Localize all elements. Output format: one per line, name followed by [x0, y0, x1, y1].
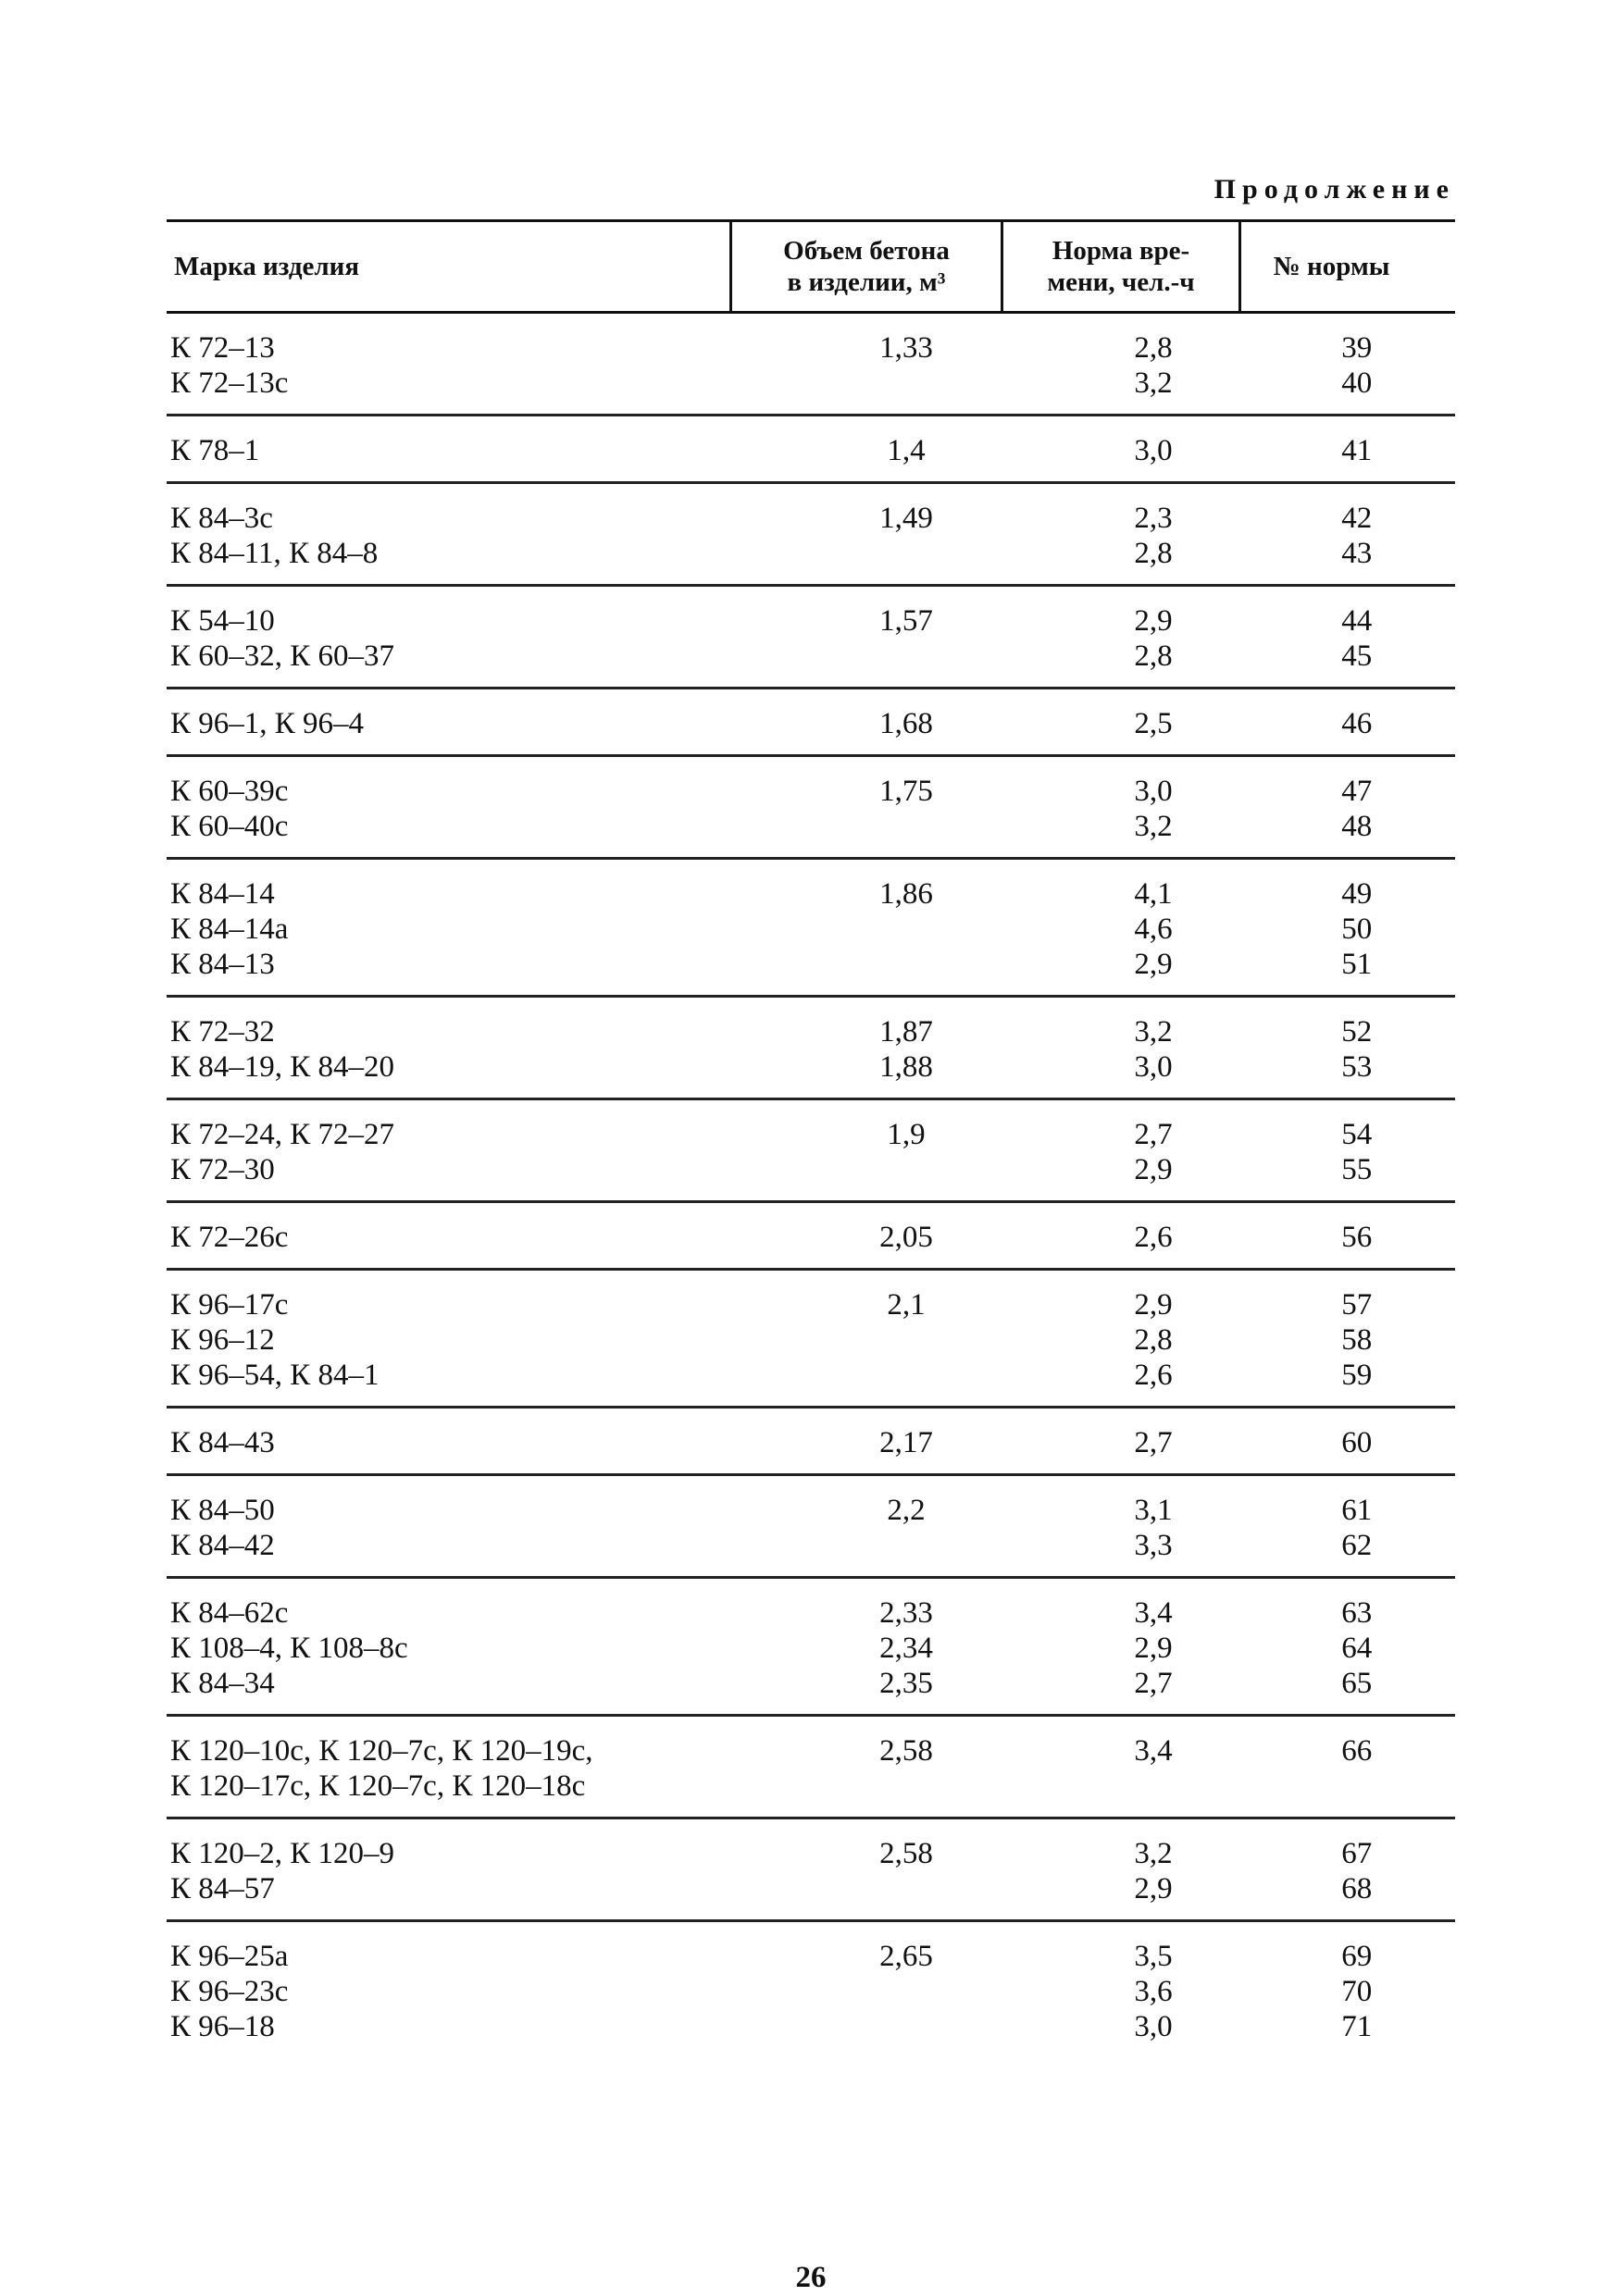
norm-number: 45: [1341, 639, 1373, 673]
table-row: [167, 1578, 1455, 1716]
mark-line: К 84–42: [170, 1529, 275, 1562]
table-row: [167, 997, 1455, 1099]
norm-cell: [1002, 756, 1240, 859]
norm-value: 3,1: [1134, 1494, 1173, 1527]
norm-number: 43: [1341, 537, 1373, 570]
norm-number: 63: [1341, 1596, 1373, 1630]
mark-cell: [167, 1818, 731, 1921]
volume-cell: [731, 1716, 1002, 1818]
mark-line: К 96–18: [170, 2010, 275, 2043]
mark-cell: [167, 586, 731, 689]
volume-value: 1,88: [879, 1050, 933, 1084]
volume-value: 1,9: [887, 1118, 926, 1151]
mark-cell: [167, 1408, 731, 1475]
norm-value: 3,2: [1134, 1015, 1173, 1049]
volume-cell: [731, 1578, 1002, 1716]
number-cell: [1240, 997, 1456, 1099]
mark-line: К 84–14а: [170, 912, 289, 946]
mark-line: К 96–12: [170, 1323, 275, 1357]
norm-value: 2,9: [1134, 1153, 1173, 1186]
table-row: [167, 1270, 1455, 1408]
mark-cell: [167, 997, 731, 1099]
table-row: [167, 1921, 1455, 2058]
norm-number: 65: [1341, 1667, 1373, 1700]
norm-number: 69: [1341, 1940, 1373, 1973]
number-cell: [1240, 1475, 1456, 1578]
mark-line: К 96–25а: [170, 1940, 289, 1973]
norm-value: 2,6: [1134, 1221, 1173, 1254]
number-cell: [1240, 1099, 1456, 1202]
mark-line: К 72–13с: [170, 366, 289, 400]
table-row: [167, 1099, 1455, 1202]
number-cell: [1240, 1408, 1456, 1475]
volume-cell: [731, 586, 1002, 689]
volume-value: [811, 809, 1002, 844]
norm-number: 46: [1341, 707, 1373, 740]
mark-line: К 84–3с: [170, 502, 273, 535]
volume-value: [811, 1528, 1002, 1563]
norm-value: 3,6: [1134, 1975, 1173, 2008]
norm-number: 49: [1341, 877, 1373, 911]
number-cell: [1240, 1202, 1456, 1270]
mark-line: К 54–10: [170, 604, 275, 638]
norm-value: 2,9: [1134, 948, 1173, 981]
norm-value: 2,9: [1134, 604, 1173, 638]
header-volume-line1: Объем бетона: [783, 236, 950, 266]
volume-value: 2,58: [879, 1837, 933, 1870]
norm-cell: [1002, 1475, 1240, 1578]
volume-value: 2,33: [879, 1596, 933, 1630]
norm-number: 59: [1341, 1359, 1373, 1392]
table-row: [167, 689, 1455, 756]
number-cell: [1240, 1818, 1456, 1921]
table-row: [167, 416, 1455, 483]
mark-line: К 84–57: [170, 1872, 275, 1905]
volume-value: [811, 912, 1002, 947]
norm-number: 67: [1341, 1837, 1373, 1870]
mark-cell: [167, 313, 731, 416]
volume-value: 1,68: [879, 707, 933, 740]
mark-line: К 84–62с: [170, 1596, 289, 1630]
mark-line: К 120–10с, К 120–7с, К 120–19с,: [170, 1734, 593, 1768]
volume-value: 2,34: [879, 1632, 933, 1665]
mark-line: К 72–32: [170, 1015, 275, 1049]
mark-cell: [167, 1202, 731, 1270]
norm-value: 2,5: [1134, 707, 1173, 740]
norm-number: 42: [1341, 502, 1373, 535]
mark-cell: [167, 1716, 731, 1818]
mark-cell: [167, 1578, 731, 1716]
mark-cell: [167, 483, 731, 586]
norm-cell: [1002, 1270, 1240, 1408]
number-cell: [1240, 756, 1456, 859]
mark-cell: [167, 1099, 731, 1202]
norm-cell: [1002, 1099, 1240, 1202]
number-cell: [1240, 859, 1456, 997]
volume-cell: [731, 997, 1002, 1099]
mark-line: К 96–54, К 84–1: [170, 1359, 380, 1392]
mark-line: К 84–34: [170, 1667, 275, 1700]
mark-cell: [167, 1270, 731, 1408]
volume-cell: [731, 1202, 1002, 1270]
volume-value: 2,65: [879, 1940, 933, 1973]
norm-value: 3,0: [1134, 1050, 1173, 1084]
mark-line: К 72–26с: [170, 1221, 289, 1254]
volume-value: [811, 639, 1002, 674]
page-number: 26: [795, 2261, 827, 2294]
header-volume: [731, 221, 1002, 313]
norm-number: 44: [1341, 604, 1373, 638]
norm-number: 50: [1341, 912, 1373, 946]
norm-number: 55: [1341, 1153, 1373, 1186]
volume-value: 1,33: [879, 331, 933, 365]
norm-value: 3,3: [1134, 1529, 1173, 1562]
continuation-label: Продолжение: [1214, 174, 1455, 205]
volume-cell: [731, 416, 1002, 483]
norm-value: 3,0: [1134, 434, 1173, 467]
norm-cell: [1002, 1921, 1240, 2058]
number-cell: [1240, 586, 1456, 689]
mark-line: К 96–17с: [170, 1288, 289, 1322]
volume-value: 2,2: [887, 1494, 926, 1527]
volume-value: 2,1: [887, 1288, 926, 1322]
volume-value: 2,35: [879, 1667, 933, 1700]
volume-value: 2,05: [879, 1221, 933, 1254]
header-mark: Марка изделия: [167, 221, 731, 313]
header-number: № нормы: [1240, 221, 1456, 313]
table-row: [167, 586, 1455, 689]
table-row: [167, 1408, 1455, 1475]
volume-value: 2,17: [879, 1426, 933, 1459]
number-cell: [1240, 483, 1456, 586]
header-volume-line2: в изделии, м³: [787, 267, 946, 297]
norms-table: [167, 219, 1455, 2057]
norm-cell: [1002, 1716, 1240, 1818]
norm-cell: [1002, 1578, 1240, 1716]
table-row: [167, 1716, 1455, 1818]
volume-value: [811, 1974, 1002, 2009]
volume-cell: [731, 859, 1002, 997]
norm-number: 52: [1341, 1015, 1373, 1049]
norm-cell: [1002, 416, 1240, 483]
mark-cell: [167, 859, 731, 997]
mark-line: К 120–2, К 120–9: [170, 1837, 395, 1870]
volume-cell: [731, 483, 1002, 586]
norm-number: 58: [1341, 1323, 1373, 1357]
norm-number: 39: [1341, 331, 1373, 365]
volume-value: 1,87: [879, 1015, 933, 1049]
number-cell: [1240, 313, 1456, 416]
norm-value: 3,0: [1134, 2010, 1173, 2043]
volume-cell: [731, 1099, 1002, 1202]
volume-value: 1,49: [879, 502, 933, 535]
norm-cell: [1002, 689, 1240, 756]
norm-value: 4,1: [1134, 877, 1173, 911]
norm-value: 2,3: [1134, 502, 1173, 535]
volume-value: [811, 2009, 1002, 2044]
norm-number: 64: [1341, 1632, 1373, 1665]
mark-line: К 60–32, К 60–37: [170, 639, 395, 673]
norm-value: 3,2: [1134, 1837, 1173, 1870]
norm-number: 41: [1341, 434, 1373, 467]
volume-value: [811, 366, 1002, 401]
volume-value: [811, 1152, 1002, 1187]
volume-value: 1,86: [879, 877, 933, 911]
mark-line: К 96–1, К 96–4: [170, 707, 365, 740]
norm-value: 2,9: [1134, 1288, 1173, 1322]
norm-number: 54: [1341, 1118, 1373, 1151]
header-norm-line2: мени, чел.-ч: [1047, 267, 1195, 297]
volume-value: 1,4: [887, 434, 926, 467]
volume-cell: [731, 1818, 1002, 1921]
norm-value: 3,2: [1134, 810, 1173, 843]
mark-line: К 84–50: [170, 1494, 275, 1527]
volume-cell: [731, 756, 1002, 859]
volume-cell: [731, 1475, 1002, 1578]
norm-value: 3,5: [1134, 1940, 1173, 1973]
volume-value: 2,58: [879, 1734, 933, 1768]
table-row: [167, 313, 1455, 416]
norm-value: 3,2: [1134, 366, 1173, 400]
norm-number: 47: [1341, 775, 1373, 808]
table-body: [167, 313, 1455, 2058]
norm-number: [1277, 1769, 1438, 1804]
volume-value: [811, 1769, 1002, 1804]
mark-cell: [167, 416, 731, 483]
norm-value: 2,6: [1134, 1359, 1173, 1392]
norm-number: 51: [1341, 948, 1373, 981]
norm-number: 57: [1341, 1288, 1373, 1322]
mark-line: К 84–14: [170, 877, 275, 911]
volume-value: [811, 536, 1002, 571]
mark-line: К 72–30: [170, 1153, 275, 1186]
mark-line: К 78–1: [170, 434, 260, 467]
norm-cell: [1002, 483, 1240, 586]
norm-value: 2,8: [1134, 1323, 1173, 1357]
mark-line: К 84–43: [170, 1426, 275, 1459]
norm-value: 2,7: [1134, 1118, 1173, 1151]
number-cell: [1240, 1716, 1456, 1818]
mark-line: К 84–11, К 84–8: [170, 537, 379, 570]
mark-cell: [167, 1921, 731, 2058]
norm-value: 2,8: [1134, 537, 1173, 570]
norm-value: 4,6: [1134, 912, 1173, 946]
norm-number: 60: [1341, 1426, 1373, 1459]
mark-line: К 120–17с, К 120–7с, К 120–18с: [170, 1769, 586, 1803]
mark-line: К 84–19, К 84–20: [170, 1050, 395, 1084]
volume-cell: [731, 1408, 1002, 1475]
number-cell: [1240, 1270, 1456, 1408]
volume-cell: [731, 1270, 1002, 1408]
mark-cell: [167, 689, 731, 756]
number-cell: [1240, 689, 1456, 756]
norm-cell: [1002, 313, 1240, 416]
table-header-row: [167, 221, 1455, 313]
norm-cell: [1002, 859, 1240, 997]
norm-value: 2,7: [1134, 1667, 1173, 1700]
norm-number: 68: [1341, 1872, 1373, 1905]
norm-number: 56: [1341, 1221, 1373, 1254]
table-row: [167, 1818, 1455, 1921]
volume-value: 1,57: [879, 604, 933, 638]
volume-cell: [731, 689, 1002, 756]
norm-cell: [1002, 997, 1240, 1099]
norm-value: 3,4: [1134, 1734, 1173, 1768]
volume-cell: [731, 1921, 1002, 2058]
mark-line: К 72–24, К 72–27: [170, 1118, 395, 1151]
norm-value: 2,9: [1134, 1632, 1173, 1665]
norm-number: 53: [1341, 1050, 1373, 1084]
norm-number: 70: [1341, 1975, 1373, 2008]
norm-value: 2,8: [1134, 331, 1173, 365]
header-norm: [1002, 221, 1240, 313]
table-row: [167, 483, 1455, 586]
table-row: [167, 1202, 1455, 1270]
norm-cell: [1002, 1202, 1240, 1270]
norm-value: 3,0: [1134, 775, 1173, 808]
volume-value: [811, 1358, 1002, 1393]
norm-number: 40: [1341, 366, 1373, 400]
norm-number: 71: [1341, 2010, 1373, 2043]
norm-number: 66: [1341, 1734, 1373, 1768]
norm-number: 48: [1341, 810, 1373, 843]
mark-line: К 96–23с: [170, 1975, 289, 2008]
table-row: [167, 1475, 1455, 1578]
header-norm-line1: Норма вре-: [1052, 236, 1190, 266]
table-row: [167, 756, 1455, 859]
norm-value: 3,4: [1134, 1596, 1173, 1630]
norm-value: 2,7: [1134, 1426, 1173, 1459]
number-cell: [1240, 1578, 1456, 1716]
mark-line: К 60–39с: [170, 775, 289, 808]
mark-line: К 108–4, К 108–8с: [170, 1632, 408, 1665]
mark-line: К 84–13: [170, 948, 275, 981]
mark-line: К 60–40с: [170, 810, 289, 843]
mark-cell: [167, 1475, 731, 1578]
norm-number: 61: [1341, 1494, 1373, 1527]
mark-line: К 72–13: [170, 331, 275, 365]
norm-value: [1067, 1769, 1240, 1804]
volume-cell: [731, 313, 1002, 416]
page: [167, 171, 1455, 2294]
volume-value: 1,75: [879, 775, 933, 808]
norm-value: 2,8: [1134, 639, 1173, 673]
norm-cell: [1002, 1408, 1240, 1475]
norm-cell: [1002, 1818, 1240, 1921]
mark-cell: [167, 756, 731, 859]
norm-value: 2,9: [1134, 1872, 1173, 1905]
volume-value: [811, 1322, 1002, 1358]
volume-value: [811, 1871, 1002, 1906]
volume-value: [811, 947, 1002, 982]
norm-number: 62: [1341, 1529, 1373, 1562]
number-cell: [1240, 1921, 1456, 2058]
norm-cell: [1002, 586, 1240, 689]
table-row: [167, 859, 1455, 997]
number-cell: [1240, 416, 1456, 483]
